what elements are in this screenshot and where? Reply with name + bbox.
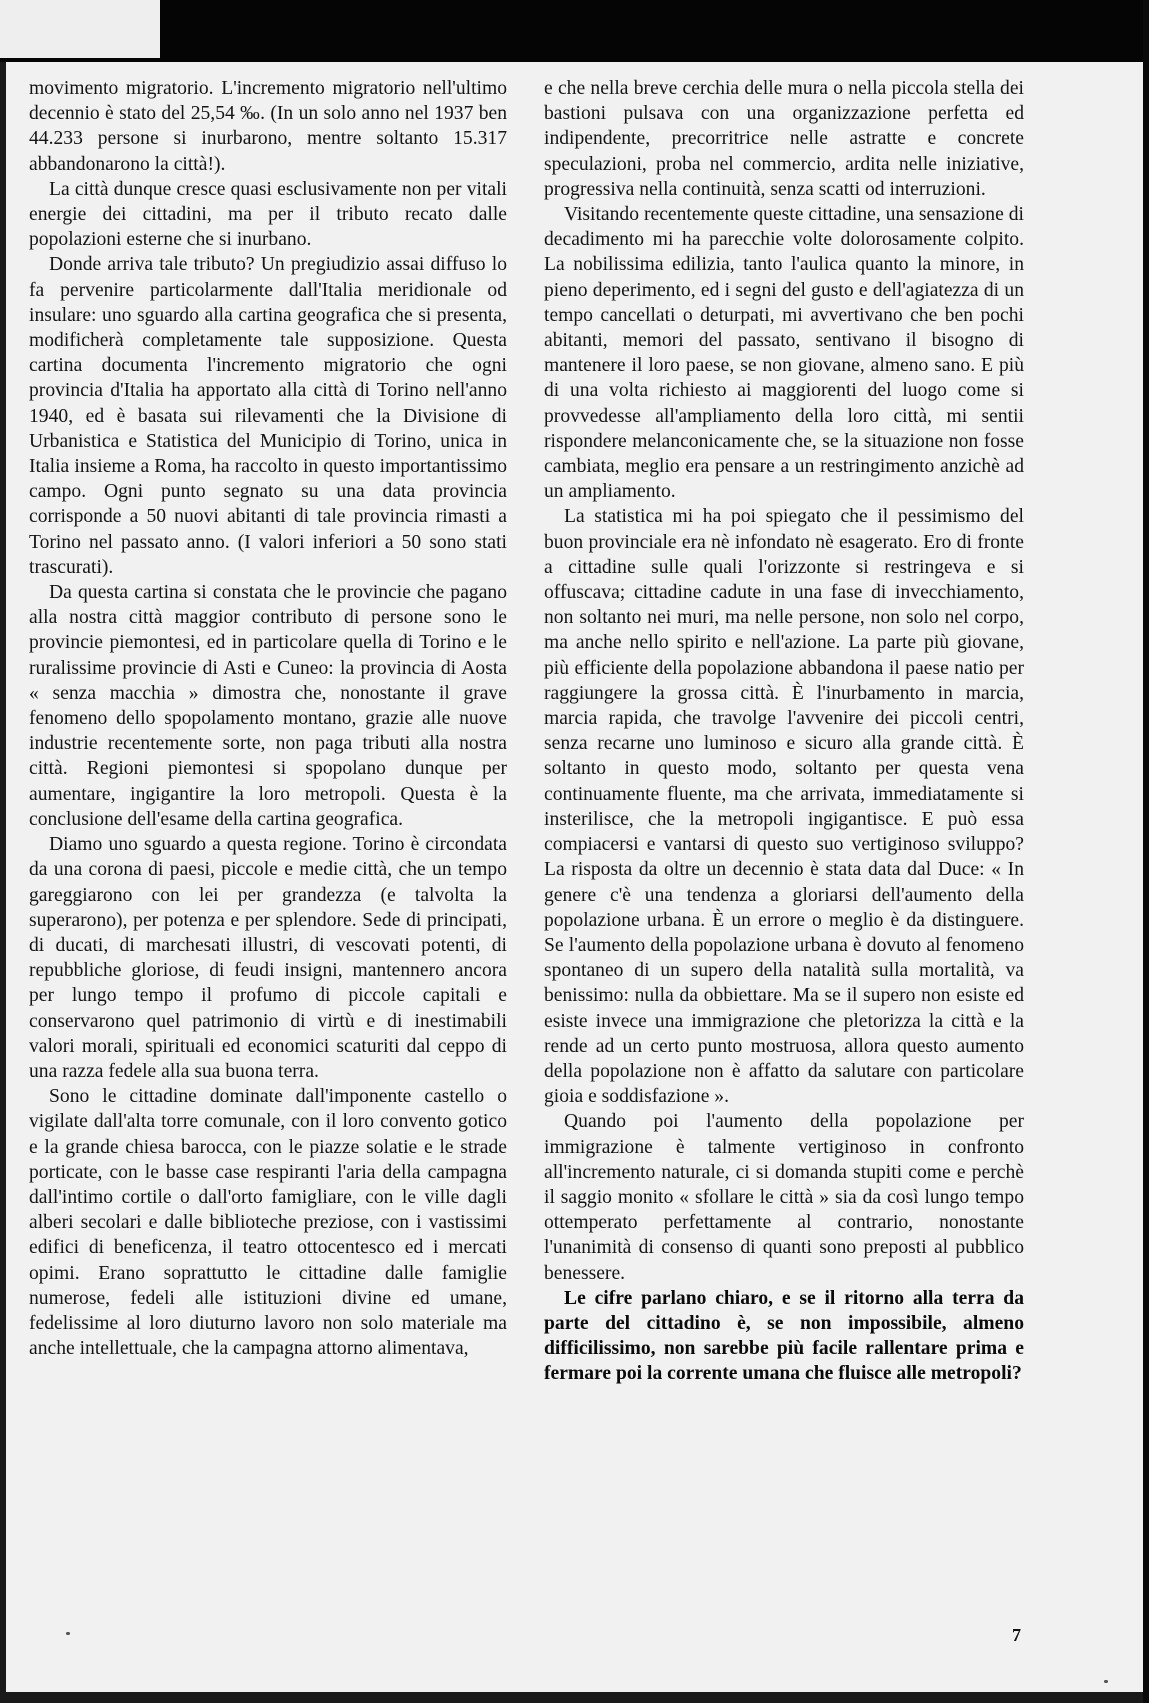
paragraph: La statistica mi ha poi spiegato che il pessimismo del buon provinciale era nè infondato nè esagerato. Ero di fronte a cittadine sulle quali l'orizzonte si restringeva e si offuscava; cittadine cadute in una fase di invecchiamento, non soltanto nei muri, ma nelle persone, non solo nel corpo, ma anche nello spirito e nell'azione. La parte più giovane, più efficiente della popolazione abbandona il paese natio per raggiungere la grossa città. È l'inurbamento in marcia, marcia rapida, che travolge l'avvenire dei piccoli centri, senza recarne uno luminoso e sicuro alla grande città. È soltanto in questo modo, soltanto per questa vena continuamente fluente, ma che arrivata, immediatamente si insterilisce, che la metropoli ingigantisce. E può essa compiacersi e vantarsi di questo suo vertiginoso sviluppo? La risposta da oltre un decennio è stata data dal Duce: « In genere c'è una tendenza a gloriarsi dell'aumento della popolazione urbana. È un errore o meglio è da distinguere. Se l'aumento della popolazione urbana è dovuto al fenomeno spontaneo di un supero della natalità sulla mortalità, va benissimo: nulla da obbiettare. Ma se il supero non esiste ed esiste invece una immigrazione che pletorizza la città e la rende ad un certo punto mostruosa, allora questo aumento della popolazione non è affatto da salutare con particolare gioia e soddisfazione ».: [544, 506, 1024, 1108]
paragraph: Da questa cartina si constata che le provincie che pagano alla nostra città maggior contributo di persone sono le provincie piemontesi, ed in particolare quella di Torino e le ruralissime provincie di Asti e Cuneo: la provincia di Aosta « senza macchia » dimostra che, nonostante il grave fenomeno dello spopolamento montano, grazie alle nuove industrie recentemente sorte, non paga tributi alla nostra città. Regioni piemontesi si spopolano dunque per aumentare, ingigantire la loro metropoli. Questa è la conclusione dell'esame della cartina geografica.: [29, 582, 507, 830]
scan-top-left-margin: [0, 0, 160, 58]
paragraph: Visitando recentemente queste cittadine, una sensazione di decadimento mi ha parecchie volte dolorosamente colpito. La nobilissima edilizia, tanto l'aulica quanto la minore, in pieno deperimento, ed i segni del gusto e dell'agiatezza di un tempo cancellati o deturpati, mi avvertivano che ben pochi abitanti, memori del passato, sentivano il bisogno di mantenere il loro paese, se non giovane, almeno sano. E più di una volta richiesto ai maggiorenti del luogo come si provvedesse all'ampliamento della loro città, mi sentii rispondere melanconicamente che, se la situazione non fosse cambiata, meglio era pensare a un restringimento anzichè ad un ampliamento.: [544, 204, 1024, 503]
paragraph: Le cifre parlano chiaro, e se il ritorno alla terra da parte del cittadino è, se non impossibile, almeno difficilissimo, non sarebbe più facile rallentare prima e fermare poi la corrente umana che fluisce alle metropoli?: [544, 1287, 1024, 1385]
text-column-right: [544, 76, 1024, 1387]
paragraph: movimento migratorio. L'incremento migratorio nell'ultimo decennio è stato del 25,54 ‰. (In un solo anno nel 1937 ben 44.233 persone si inurbarono, mentre soltanto 15.317 abbandonarono la città!).: [29, 78, 507, 175]
scan-right-border: [1143, 0, 1149, 1703]
paragraph: Donde arriva tale tributo? Un pregiudizio assai diffuso lo fa pervenire particolarmente dall'Italia meridionale od insulare: uno sguardo alla cartina geografica che si presenta, modificherà completamente tale supposizione. Questa cartina documenta l'incremento migratorio che ogni provincia d'Italia ha apportato alla città di Torino nell'anno 1940, ed è basata sui rilevamenti che la Divisione di Urbanistica e Statistica del Municipio di Torino, unica in Italia insieme a Roma, ha raccolto in questo importantissimo campo. Ogni punto segnato su una data provincia corrisponde a 50 nuovi abitanti di tale provincia rimasti a Torino nel passato anno. (I valori inferiori a 50 sono stati trascurati).: [29, 254, 507, 578]
paragraph: Diamo uno sguardo a questa regione. Torino è circondata da una corona di paesi, piccole e medie città, che un tempo gareggiarono con lei per grandezza (e talvolta la superarono), per potenza e per splendore. Sede di principati, di ducati, di marchesati illustri, di vescovati potenti, di repubbliche gloriose, di feudi insigni, mantennero ancora per lungo tempo il profumo di piccole capitali e conservarono quel patrimonio di virtù e di inestimabili valori morali, spirituali ed economici scaturiti dal ceppo di una razza fedele alla sua buona terra.: [29, 834, 507, 1082]
page-number: 7: [1012, 1625, 1021, 1645]
paragraph: Quando poi l'aumento della popolazione per immigrazione è talmente vertiginoso in confronto all'incremento naturale, ci si domanda stupiti come e perchè il saggio monito « sfollare le città » sia da così lungo tempo ottemperato perfettamente al contrario, nonostante l'unanimità di consenso di quanti sono preposti al pubblico benessere.: [544, 1111, 1024, 1284]
scan-top-border: [0, 0, 1149, 62]
text-column-left: [29, 76, 507, 1361]
paragraph: La città dunque cresce quasi esclusivamente non per vitali energie dei cittadini, ma per il tributo recato dalle popolazioni esterne che si inurbano.: [29, 178, 507, 251]
scan-speck: [66, 1632, 70, 1635]
paragraph: Sono le cittadine dominate dall'imponente castello o vigilate dall'alta torre comunale, con il loro convento gotico e la grande chiesa barocca, con le piazze solatie e le strade porticate, con le basse case respiranti l'aria della campagna dall'intimo cortile o dall'orto famigliare, con le ville dagli alberi secolari e dalle biblioteche preziose, con i vastissimi edifici di beneficenza, il teatro ottocentesco ed i mercati opimi. Erano soprattutto le cittadine dalle famiglie numerose, fedeli alle istituzioni divine ed umane, fedelissime al loro diuturno lavoro non solo materiale ma anche intellettuale, che la campagna attorno alimentava,: [29, 1086, 507, 1360]
document-page: [6, 62, 1143, 1692]
scan-speck: [1104, 1680, 1108, 1683]
paragraph: e che nella breve cerchia delle mura o nella piccola stella dei bastioni pulsava con una organizzazione perfetta ed indipendente, precorritrice nelle astratte e concrete speculazioni, proba nel commercio, ardita nelle iniziative, progressiva nella continuità, senza scatti od interruzioni.: [544, 78, 1024, 200]
